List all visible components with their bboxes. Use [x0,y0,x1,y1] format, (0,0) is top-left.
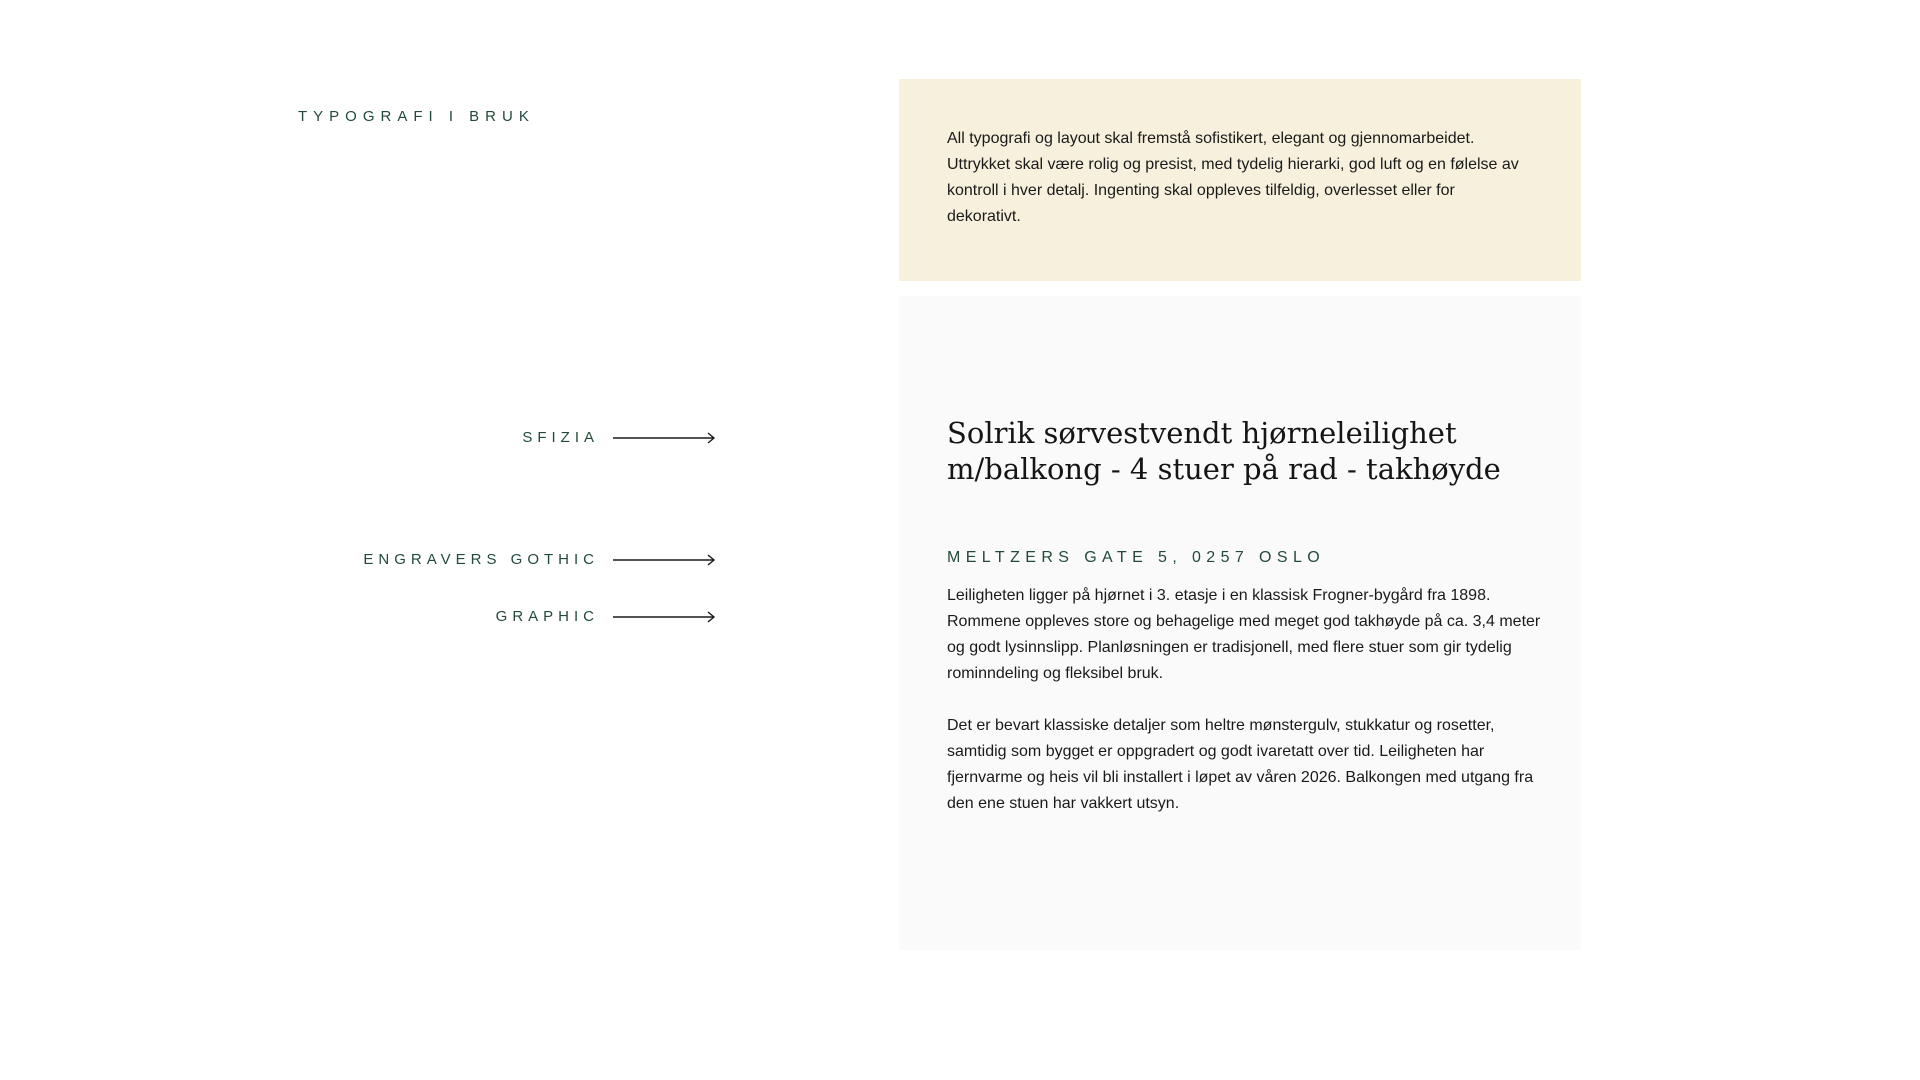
annotation-label: ENGRAVERS GOTHIC [363,551,599,568]
arrow-right-icon [613,554,716,566]
guideline-note [899,79,1581,281]
sample-headline: Solrik sørvestvendt hjørneleilighet m/balkong - 4 stuer på rad - takhøyde [947,416,1501,486]
body-paragraph: Det er bevart klassiske detaljer som heltre mønstergulv, stukkatur og rosetter, samtidig som bygget er oppgradert og godt ivaretatt over tid. Leiligheten har fjernvarme og heis vil bli installert i løpet av våren 2026. Balkongen med utgang fra den ene stuen har vakkert utsyn. [947,717,1534,812]
annotation-headline-font [522,429,716,446]
annotation-label: GRAPHIC [495,608,599,625]
sample-address: MELTZERS GATE 5, 0257 OSLO [947,549,1326,566]
annotation-body-font [496,608,716,625]
body-paragraph: Leiligheten ligger på hjørnet i 3. etasje i en klassisk Frogner-bygård fra 1898. Rommene oppleves store og behagelige med meget god takhøyde på ca. 3,4 meter og godt lysinnslipp. Planløsningen er tradisjonell, med flere stuer som gir tydelig rominndeling og fleksibel bruk. [947,587,1541,682]
arrow-right-icon [613,611,716,623]
section-label: TYPOGRAFI I BRUK [298,108,535,125]
typography-sample [899,296,1581,950]
annotation-address-font [363,551,716,568]
annotation-label: SFIZIA [522,429,599,446]
arrow-right-icon [613,432,716,444]
sample-body [947,583,1547,843]
guideline-note-text: All typografi og layout skal fremstå sofistikert, elegant og gjennomarbeidet. Uttrykket skal være rolig og presist, med tydelig hierarki, god luft og en følelse av kontroll i hver detalj. Ingenting skal oppleves tilfeldig, overlesset eller for dekorativt. [947,130,1519,225]
